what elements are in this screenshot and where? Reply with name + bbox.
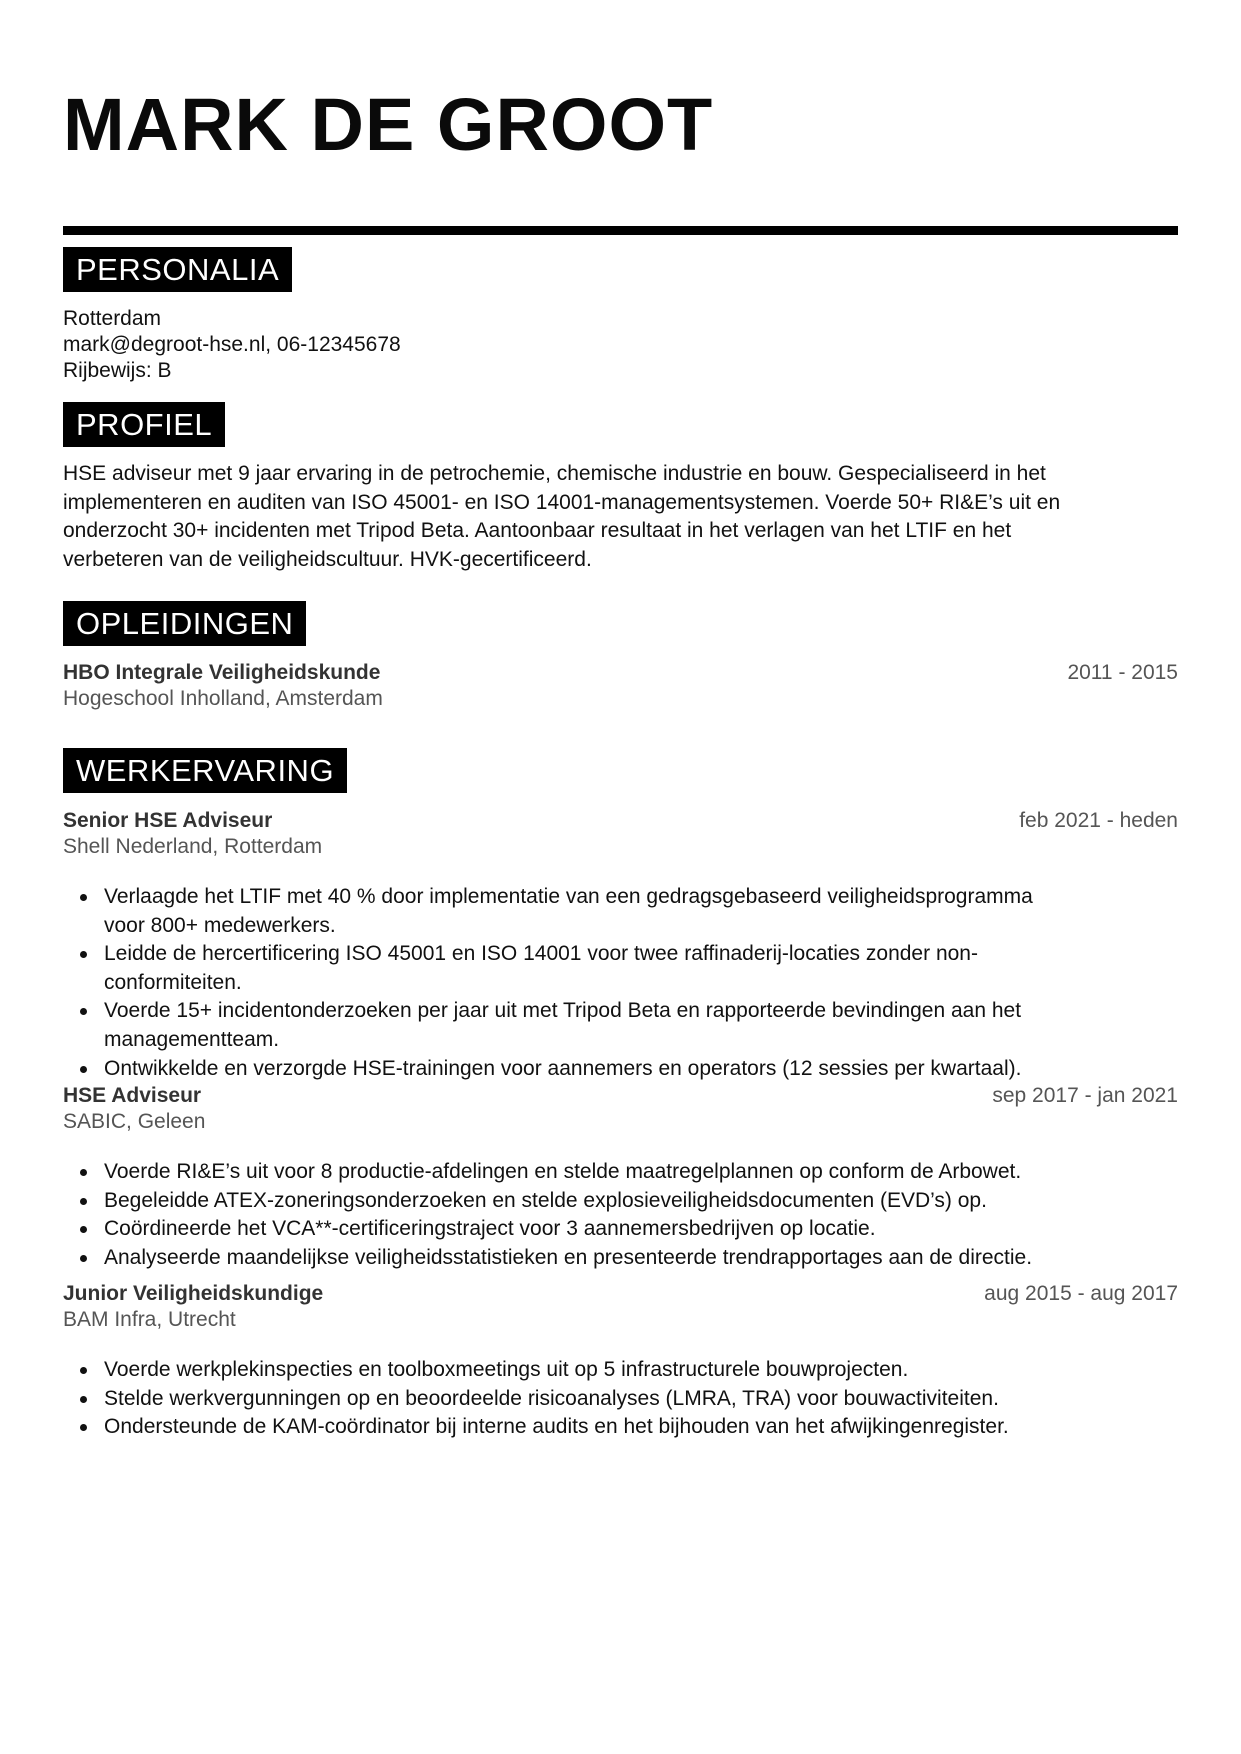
bullet-icon [80, 1424, 87, 1431]
bullet-line: Voerde RI&E’s uit voor 8 productie-afdelingen en stelde maatregelplannen op conform de Arbowet. [104, 1160, 1022, 1183]
bullet-icon [80, 951, 87, 958]
list-item [63, 940, 1143, 997]
bullet-line: voor 800+ medewerkers. [104, 913, 336, 937]
bullet-icon [80, 1367, 87, 1374]
bullet-line: Voerde werkplekinspecties en toolboxmeetings uit op 5 infrastructurele bouwprojecten. [104, 1358, 909, 1381]
section-heading-opleidingen: OPLEIDINGEN [63, 601, 306, 646]
bullet-icon [80, 1198, 87, 1205]
job-title: Senior HSE Adviseur [63, 809, 273, 832]
section-heading-profiel: PROFIEL [63, 402, 225, 447]
candidate-name: MARK DE GROOT [63, 83, 714, 166]
job-bullet-list [63, 1356, 1143, 1442]
profiel-line: implementeren en auditen van ISO 45001- en ISO 14001-managementsystemen. Voerde 50+ RI&E’s uit en [63, 490, 1061, 514]
bullet-icon [80, 1008, 87, 1015]
list-item [63, 1385, 1143, 1414]
job-bullet-list [63, 883, 1143, 1083]
bullet-line: Coördineerde het VCA**-certificeringstraject voor 3 aannemersbedrijven op locatie. [104, 1217, 876, 1241]
personalia-license: Rijbewijs: B [63, 359, 172, 382]
job-company: SABIC, Geleen [63, 1110, 206, 1133]
job-period: feb 2021 - heden [1019, 809, 1178, 832]
education-institution: Hogeschool Inholland, Amsterdam [63, 687, 383, 710]
bullet-icon [80, 1169, 87, 1176]
list-item [63, 1055, 1143, 1084]
list-item [63, 1215, 1143, 1244]
section-heading-personalia: PERSONALIA [63, 247, 292, 292]
job-title: Junior Veiligheidskundige [63, 1282, 324, 1305]
list-item [63, 1244, 1143, 1273]
job-period: sep 2017 - jan 2021 [992, 1084, 1178, 1107]
profiel-line: onderzocht 30+ incidenten met Tripod Beta. Aantoonbaar resultaat in het verlagen van het LTIF en het [63, 519, 1012, 543]
bullet-icon [80, 894, 87, 901]
list-item [63, 883, 1143, 940]
job-company: BAM Infra, Utrecht [63, 1308, 236, 1331]
bullet-line: Stelde werkvergunningen op en beoordeelde risicoanalyses (LMRA, TRA) voor bouwactiviteiten. [104, 1386, 999, 1410]
bullet-icon [80, 1226, 87, 1233]
section-heading-werkervaring: WERKERVARING [63, 748, 347, 793]
job-bullet-list [63, 1158, 1143, 1272]
bullet-line: Begeleidde ATEX-zoneringsonderzoeken en stelde explosieveiligheidsdocumenten (EVD’s) op. [104, 1188, 987, 1212]
bullet-line: Leidde de hercertificering ISO 45001 en ISO 14001 voor twee raffinaderij-locaties zonder non- [104, 942, 978, 966]
list-item [63, 1356, 1143, 1385]
profiel-line: verbeteren van de veiligheidscultuur. HVK-gecertificeerd. [63, 547, 592, 571]
list-item [63, 997, 1143, 1054]
list-item [63, 1413, 1143, 1442]
bullet-line: managementteam. [104, 1027, 280, 1051]
education-period: 2011 - 2015 [1067, 661, 1178, 684]
bullet-line: Verlaagde het LTIF met 40 % door implementatie van een gedragsgebaseerd veiligheidsprogramma [104, 885, 1033, 908]
bullet-line: conformiteiten. [104, 970, 242, 994]
bullet-line: Ondersteunde de KAM-coördinator bij interne audits en het bijhouden van het afwijkingenregister. [104, 1415, 1009, 1439]
job-title: HSE Adviseur [63, 1084, 202, 1107]
header-divider [63, 226, 1178, 235]
profiel-text [63, 460, 1183, 574]
bullet-icon [80, 1396, 87, 1403]
bullet-line: Analyseerde maandelijkse veiligheidsstatistieken en presenteerde trendrapportages aan de directie. [104, 1245, 1033, 1269]
personalia-city: Rotterdam [63, 307, 162, 330]
job-company: Shell Nederland, Rotterdam [63, 835, 323, 858]
personalia-contact: mark@degroot-hse.nl, 06-12345678 [63, 333, 401, 356]
education-title: HBO Integrale Veiligheidskunde [63, 661, 381, 684]
profiel-line: HSE adviseur met 9 jaar ervaring in de petrochemie, chemische industrie en bouw. Gespecialiseerd in het [63, 462, 1046, 485]
list-item [63, 1187, 1143, 1216]
list-item [63, 1158, 1143, 1187]
job-period: aug 2015 - aug 2017 [984, 1282, 1178, 1305]
bullet-line: Voerde 15+ incidentonderzoeken per jaar uit met Tripod Beta en rapporteerde bevindingen aan het [104, 999, 1022, 1023]
bullet-icon [80, 1255, 87, 1262]
bullet-line: Ontwikkelde en verzorgde HSE-trainingen voor aannemers en operators (12 sessies per kwartaal). [104, 1056, 1022, 1080]
bullet-icon [80, 1066, 87, 1073]
